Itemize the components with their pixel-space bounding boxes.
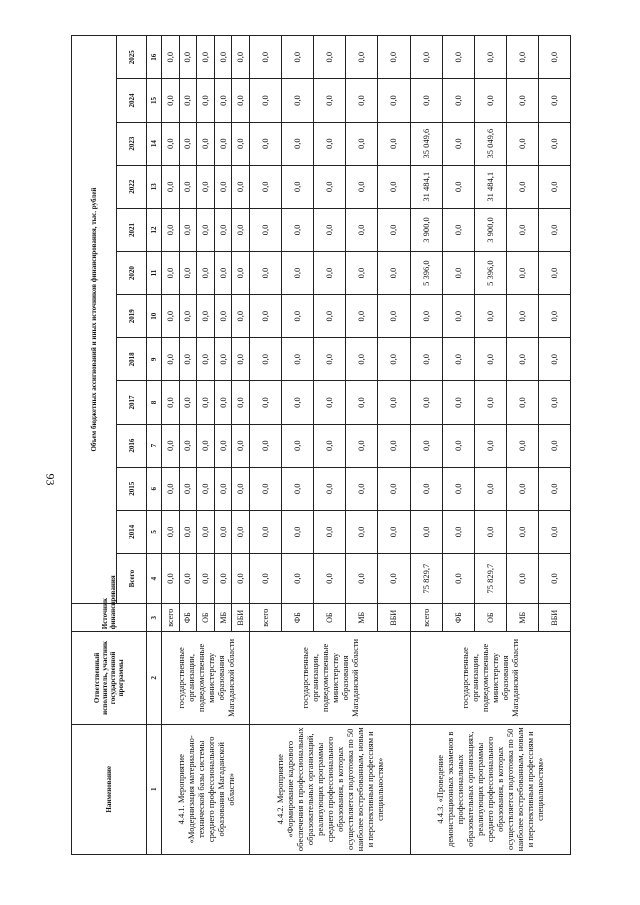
year-value: 0,0 <box>506 122 538 165</box>
year-value: 0,0 <box>162 208 180 251</box>
year-value: 0,0 <box>282 36 314 79</box>
column-number: 6 <box>147 467 162 510</box>
year-value: 0,0 <box>214 122 232 165</box>
header-year: 2014 <box>117 510 147 553</box>
year-value: 0,0 <box>346 252 378 295</box>
header-total: Всего <box>117 553 147 603</box>
year-value: 0,0 <box>250 36 282 79</box>
header-year: 2025 <box>117 36 147 79</box>
year-value: 5 396,0 <box>474 252 506 295</box>
header-responsible: Ответственный исполнитель, участник государственной программы <box>72 632 147 724</box>
year-value: 0,0 <box>250 467 282 510</box>
year-value: 0,0 <box>314 252 346 295</box>
year-value: 0,0 <box>162 467 180 510</box>
year-value: 0,0 <box>179 79 197 122</box>
year-value: 0,0 <box>282 252 314 295</box>
year-value: 0,0 <box>197 467 215 510</box>
funding-source: МБ <box>214 604 232 632</box>
year-value: 0,0 <box>410 79 442 122</box>
year-value: 5 396,0 <box>410 252 442 295</box>
year-value: 0,0 <box>506 467 538 510</box>
table-body <box>162 36 571 855</box>
year-value: 0,0 <box>346 338 378 381</box>
funding-source: ВБИ <box>232 604 250 632</box>
total-value: 0,0 <box>282 553 314 603</box>
year-value: 0,0 <box>506 36 538 79</box>
year-value: 0,0 <box>474 338 506 381</box>
year-value: 0,0 <box>346 467 378 510</box>
year-value: 0,0 <box>314 295 346 338</box>
year-value: 0,0 <box>197 295 215 338</box>
header-year: 2019 <box>117 295 147 338</box>
year-value: 0,0 <box>410 36 442 79</box>
year-value: 0,0 <box>346 165 378 208</box>
total-value: 0,0 <box>179 553 197 603</box>
year-value: 0,0 <box>378 424 410 467</box>
year-value: 0,0 <box>214 252 232 295</box>
total-value: 0,0 <box>538 553 570 603</box>
year-value: 0,0 <box>314 165 346 208</box>
year-value: 0,0 <box>442 295 474 338</box>
year-value: 0,0 <box>314 338 346 381</box>
header-source: Источник финансирования <box>72 604 147 632</box>
year-value: 35 049,6 <box>410 122 442 165</box>
year-value: 0,0 <box>378 295 410 338</box>
year-value: 0,0 <box>538 381 570 424</box>
year-value: 0,0 <box>442 79 474 122</box>
year-value: 35 049,6 <box>474 122 506 165</box>
year-value: 0,0 <box>250 295 282 338</box>
year-value: 0,0 <box>197 122 215 165</box>
year-value: 0,0 <box>179 381 197 424</box>
year-value: 0,0 <box>179 295 197 338</box>
year-value: 0,0 <box>179 467 197 510</box>
year-value: 0,0 <box>314 467 346 510</box>
column-number: 4 <box>147 553 162 603</box>
funding-source: ВБИ <box>378 604 410 632</box>
year-value: 0,0 <box>346 424 378 467</box>
year-value: 0,0 <box>410 295 442 338</box>
year-value: 0,0 <box>214 165 232 208</box>
year-value: 0,0 <box>538 424 570 467</box>
year-value: 0,0 <box>378 252 410 295</box>
year-value: 0,0 <box>197 424 215 467</box>
year-value: 0,0 <box>250 165 282 208</box>
header-year: 2016 <box>117 424 147 467</box>
year-value: 0,0 <box>314 208 346 251</box>
funding-source: ВБИ <box>538 604 570 632</box>
total-value: 0,0 <box>442 553 474 603</box>
funding-source: всего <box>162 604 180 632</box>
year-value: 0,0 <box>232 252 250 295</box>
year-value: 0,0 <box>378 165 410 208</box>
year-value: 0,0 <box>179 208 197 251</box>
year-value: 0,0 <box>314 424 346 467</box>
funding-source: всего <box>410 604 442 632</box>
year-value: 0,0 <box>232 424 250 467</box>
responsible-executor: государственные организации, подведомственные министерству образования Магаданской области <box>162 632 250 724</box>
year-value: 0,0 <box>538 36 570 79</box>
total-value: 0,0 <box>506 553 538 603</box>
total-value: 0,0 <box>162 553 180 603</box>
year-value: 0,0 <box>214 338 232 381</box>
responsible-executor: государственные организации, подведомственные министерству образования Магаданской области <box>410 632 570 724</box>
year-value: 0,0 <box>410 381 442 424</box>
header-year: 2023 <box>117 122 147 165</box>
year-value: 0,0 <box>179 165 197 208</box>
rotated-table-wrapper <box>71 35 571 855</box>
year-value: 0,0 <box>346 79 378 122</box>
table-row <box>410 36 442 855</box>
funding-source: ОБ <box>197 604 215 632</box>
year-value: 0,0 <box>179 510 197 553</box>
total-value: 75 829,7 <box>474 553 506 603</box>
year-value: 0,0 <box>378 122 410 165</box>
funding-table <box>71 35 571 855</box>
year-value: 0,0 <box>346 295 378 338</box>
year-value: 0,0 <box>250 122 282 165</box>
year-value: 0,0 <box>232 381 250 424</box>
year-value: 0,0 <box>538 208 570 251</box>
activity-name: 4.4.2. Мероприятие «Формирование кадрового обеспечения в профессиональных образовательных организаций, реализующих программы среднего профессионального образования, в которых осуществляется подготовка по 50 наиболее востребованным, новым и перспективным профессиям и специальностям» <box>250 724 410 854</box>
year-value: 0,0 <box>442 165 474 208</box>
year-value: 0,0 <box>162 381 180 424</box>
total-value: 0,0 <box>232 553 250 603</box>
year-value: 0,0 <box>282 295 314 338</box>
year-value: 0,0 <box>232 122 250 165</box>
page-number: 93 <box>43 473 58 486</box>
funding-source: ФБ <box>179 604 197 632</box>
year-value: 0,0 <box>162 79 180 122</box>
year-value: 0,0 <box>314 36 346 79</box>
table-header <box>72 36 162 855</box>
year-value: 0,0 <box>197 338 215 381</box>
header-year: 2022 <box>117 165 147 208</box>
column-number: 2 <box>147 632 162 724</box>
activity-name: 4.4.1. Мероприятие «Модернизация материально-технической базы системы среднего профессионального образования Магаданской области» <box>162 724 250 854</box>
year-value: 0,0 <box>162 122 180 165</box>
year-value: 0,0 <box>197 252 215 295</box>
year-value: 0,0 <box>282 79 314 122</box>
year-value: 0,0 <box>442 381 474 424</box>
year-value: 0,0 <box>378 36 410 79</box>
header-year: 2018 <box>117 338 147 381</box>
year-value: 0,0 <box>162 510 180 553</box>
year-value: 0,0 <box>506 252 538 295</box>
year-value: 3 900,0 <box>474 208 506 251</box>
year-value: 0,0 <box>442 510 474 553</box>
column-number: 3 <box>147 604 162 632</box>
year-value: 0,0 <box>214 295 232 338</box>
year-value: 0,0 <box>442 338 474 381</box>
year-value: 0,0 <box>506 165 538 208</box>
year-value: 0,0 <box>442 424 474 467</box>
year-value: 0,0 <box>538 295 570 338</box>
year-value: 0,0 <box>442 122 474 165</box>
column-number: 9 <box>147 338 162 381</box>
header-year: 2024 <box>117 79 147 122</box>
year-value: 0,0 <box>232 208 250 251</box>
year-value: 0,0 <box>250 252 282 295</box>
year-value: 0,0 <box>214 510 232 553</box>
year-value: 0,0 <box>442 252 474 295</box>
activity-name: 4.4.3. «Проведение демонстрационных экзаменов в профессиональных образовательных организациях, реализующих программы среднего профессионального образования, в которых осуществляется подготовка по 50 наиболее востребованным, новым и перспективным профессиям и специальностям» <box>410 724 570 854</box>
year-value: 0,0 <box>410 338 442 381</box>
column-number: 1 <box>147 724 162 854</box>
year-value: 0,0 <box>378 510 410 553</box>
year-value: 0,0 <box>474 79 506 122</box>
year-value: 0,0 <box>250 381 282 424</box>
year-value: 0,0 <box>282 424 314 467</box>
total-value: 0,0 <box>314 553 346 603</box>
header-volume: Объем бюджетных ассигнований и иных источников финансирования, тыс. рублей <box>72 36 117 604</box>
year-value: 0,0 <box>474 295 506 338</box>
year-value: 0,0 <box>378 208 410 251</box>
year-value: 0,0 <box>538 165 570 208</box>
year-value: 0,0 <box>232 510 250 553</box>
year-value: 31 484,1 <box>474 165 506 208</box>
year-value: 0,0 <box>314 381 346 424</box>
table-row <box>250 36 282 855</box>
year-value: 0,0 <box>250 424 282 467</box>
year-value: 0,0 <box>162 165 180 208</box>
year-value: 0,0 <box>179 424 197 467</box>
year-value: 0,0 <box>474 510 506 553</box>
column-number: 14 <box>147 122 162 165</box>
responsible-executor: государственные организации, подведомственные министерству образования Магаданской области <box>250 632 410 724</box>
year-value: 0,0 <box>282 338 314 381</box>
year-value: 0,0 <box>538 252 570 295</box>
column-number: 16 <box>147 36 162 79</box>
year-value: 0,0 <box>538 122 570 165</box>
year-value: 0,0 <box>232 467 250 510</box>
year-value: 0,0 <box>506 381 538 424</box>
year-value: 0,0 <box>282 208 314 251</box>
header-year: 2021 <box>117 208 147 251</box>
column-number: 13 <box>147 165 162 208</box>
year-value: 0,0 <box>232 36 250 79</box>
year-value: 0,0 <box>410 467 442 510</box>
total-value: 75 829,7 <box>410 553 442 603</box>
funding-source: ОБ <box>314 604 346 632</box>
total-value: 0,0 <box>214 553 232 603</box>
year-value: 0,0 <box>410 424 442 467</box>
year-value: 0,0 <box>346 36 378 79</box>
year-value: 0,0 <box>179 36 197 79</box>
column-number: 7 <box>147 424 162 467</box>
year-value: 0,0 <box>314 122 346 165</box>
year-value: 0,0 <box>250 338 282 381</box>
year-value: 0,0 <box>197 79 215 122</box>
year-value: 0,0 <box>378 338 410 381</box>
column-number: 5 <box>147 510 162 553</box>
year-value: 0,0 <box>214 208 232 251</box>
year-value: 0,0 <box>378 467 410 510</box>
column-number: 12 <box>147 208 162 251</box>
year-value: 0,0 <box>282 122 314 165</box>
year-value: 0,0 <box>314 510 346 553</box>
year-value: 0,0 <box>197 36 215 79</box>
year-value: 0,0 <box>232 79 250 122</box>
year-value: 0,0 <box>162 424 180 467</box>
year-value: 0,0 <box>474 381 506 424</box>
year-value: 3 900,0 <box>410 208 442 251</box>
funding-source: МБ <box>346 604 378 632</box>
total-value: 0,0 <box>250 553 282 603</box>
year-value: 0,0 <box>538 467 570 510</box>
year-value: 0,0 <box>179 252 197 295</box>
year-value: 0,0 <box>538 510 570 553</box>
total-value: 0,0 <box>346 553 378 603</box>
column-number: 11 <box>147 252 162 295</box>
year-value: 0,0 <box>506 424 538 467</box>
year-value: 0,0 <box>474 424 506 467</box>
year-value: 0,0 <box>179 122 197 165</box>
header-year: 2015 <box>117 467 147 510</box>
funding-source: МБ <box>506 604 538 632</box>
funding-source: всего <box>250 604 282 632</box>
year-value: 0,0 <box>346 122 378 165</box>
funding-source: ОБ <box>474 604 506 632</box>
year-value: 0,0 <box>197 381 215 424</box>
year-value: 0,0 <box>506 510 538 553</box>
year-value: 0,0 <box>442 36 474 79</box>
year-value: 0,0 <box>506 79 538 122</box>
year-value: 0,0 <box>197 510 215 553</box>
total-value: 0,0 <box>197 553 215 603</box>
year-value: 0,0 <box>162 252 180 295</box>
funding-source: ФБ <box>282 604 314 632</box>
year-value: 0,0 <box>282 165 314 208</box>
year-value: 0,0 <box>474 467 506 510</box>
year-value: 0,0 <box>232 165 250 208</box>
year-value: 0,0 <box>378 79 410 122</box>
year-value: 0,0 <box>506 338 538 381</box>
year-value: 0,0 <box>282 381 314 424</box>
year-value: 0,0 <box>346 510 378 553</box>
year-value: 0,0 <box>538 79 570 122</box>
total-value: 0,0 <box>378 553 410 603</box>
header-name: Наименование <box>72 724 147 854</box>
year-value: 31 484,1 <box>410 165 442 208</box>
year-value: 0,0 <box>214 424 232 467</box>
year-value: 0,0 <box>250 510 282 553</box>
year-value: 0,0 <box>538 338 570 381</box>
year-value: 0,0 <box>474 36 506 79</box>
year-value: 0,0 <box>232 295 250 338</box>
year-value: 0,0 <box>162 295 180 338</box>
year-value: 0,0 <box>214 79 232 122</box>
year-value: 0,0 <box>282 510 314 553</box>
funding-source: ФБ <box>442 604 474 632</box>
year-value: 0,0 <box>314 79 346 122</box>
year-value: 0,0 <box>250 79 282 122</box>
year-value: 0,0 <box>162 338 180 381</box>
year-value: 0,0 <box>197 165 215 208</box>
year-value: 0,0 <box>179 338 197 381</box>
header-year: 2017 <box>117 381 147 424</box>
table-row <box>162 36 180 855</box>
column-number: 10 <box>147 295 162 338</box>
year-value: 0,0 <box>197 208 215 251</box>
year-value: 0,0 <box>378 381 410 424</box>
year-value: 0,0 <box>346 208 378 251</box>
year-value: 0,0 <box>214 381 232 424</box>
year-value: 0,0 <box>282 467 314 510</box>
year-value: 0,0 <box>214 36 232 79</box>
column-number: 8 <box>147 381 162 424</box>
year-value: 0,0 <box>346 381 378 424</box>
year-value: 0,0 <box>506 295 538 338</box>
year-value: 0,0 <box>214 467 232 510</box>
year-value: 0,0 <box>250 208 282 251</box>
year-value: 0,0 <box>506 208 538 251</box>
year-value: 0,0 <box>232 338 250 381</box>
year-value: 0,0 <box>442 467 474 510</box>
column-number: 15 <box>147 79 162 122</box>
year-value: 0,0 <box>162 36 180 79</box>
header-year: 2020 <box>117 252 147 295</box>
year-value: 0,0 <box>410 510 442 553</box>
year-value: 0,0 <box>442 208 474 251</box>
